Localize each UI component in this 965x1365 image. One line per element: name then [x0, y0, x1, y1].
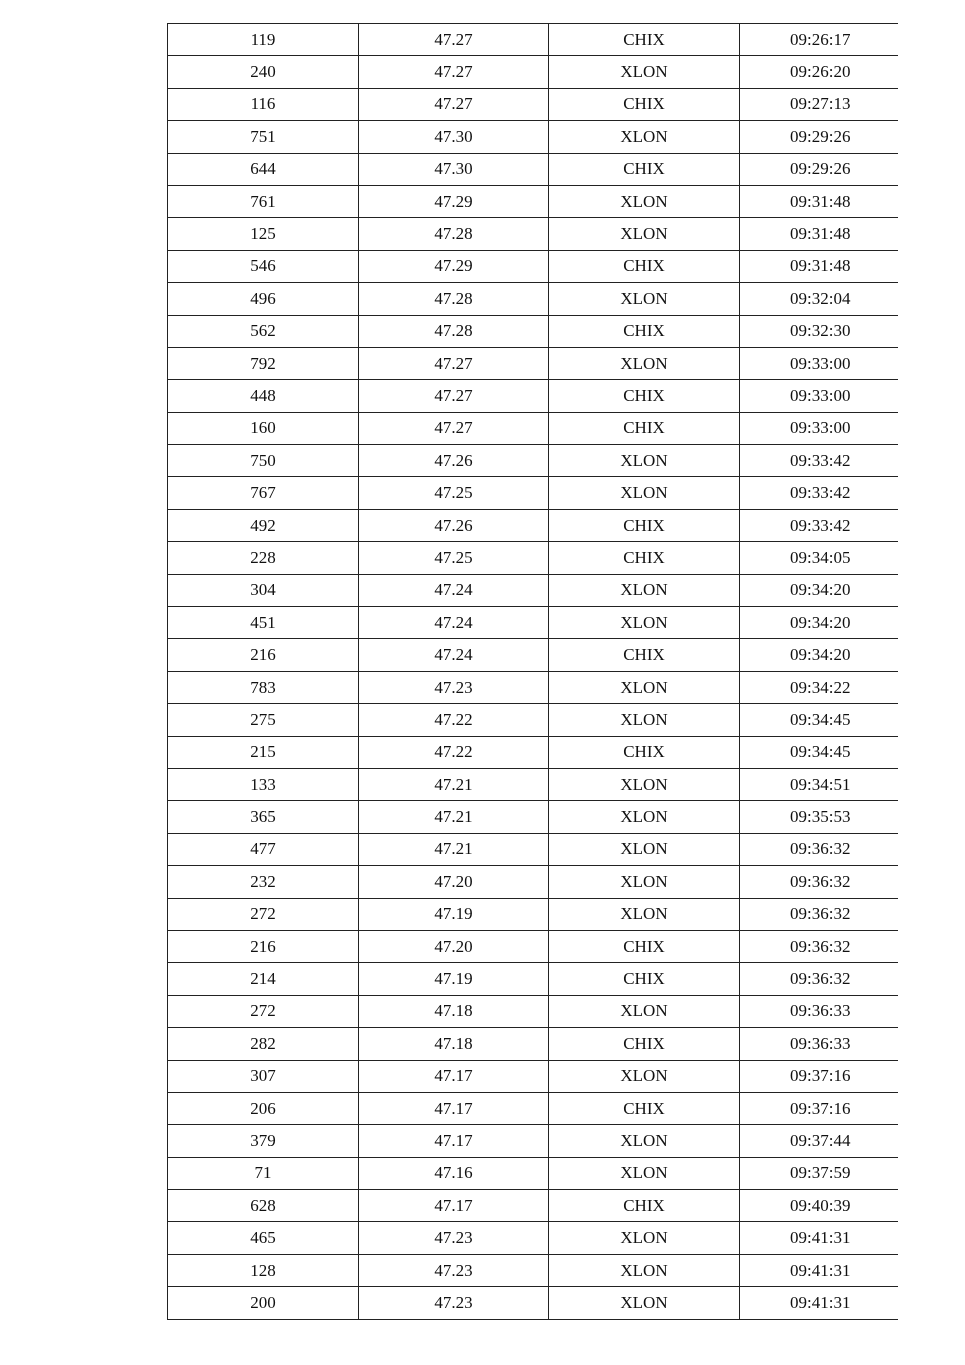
table-row [168, 639, 899, 671]
table-row [168, 477, 899, 509]
price-cell: 47.28 [359, 315, 549, 347]
table-row [168, 121, 899, 153]
price-cell: 47.20 [359, 930, 549, 962]
time-cell: 09:33:00 [740, 347, 899, 379]
volume-cell: 644 [168, 153, 359, 185]
venue-cell: CHIX [549, 153, 740, 185]
table-row [168, 1190, 899, 1222]
volume-cell: 128 [168, 1254, 359, 1286]
volume-cell: 448 [168, 380, 359, 412]
price-cell: 47.27 [359, 56, 549, 88]
venue-cell: CHIX [549, 88, 740, 120]
venue-cell: CHIX [549, 1190, 740, 1222]
venue-cell: XLON [549, 866, 740, 898]
volume-cell: 133 [168, 768, 359, 800]
table-row [168, 1028, 899, 1060]
venue-cell: XLON [549, 445, 740, 477]
table-row [168, 1060, 899, 1092]
price-cell: 47.22 [359, 704, 549, 736]
venue-cell: CHIX [549, 736, 740, 768]
time-cell: 09:34:51 [740, 768, 899, 800]
time-cell: 09:36:32 [740, 930, 899, 962]
volume-cell: 750 [168, 445, 359, 477]
table-row [168, 283, 899, 315]
volume-cell: 272 [168, 995, 359, 1027]
venue-cell: CHIX [549, 1092, 740, 1124]
time-cell: 09:37:44 [740, 1125, 899, 1157]
table-row [168, 574, 899, 606]
venue-cell: CHIX [549, 542, 740, 574]
time-cell: 09:36:33 [740, 995, 899, 1027]
price-cell: 47.18 [359, 1028, 549, 1060]
time-cell: 09:27:13 [740, 88, 899, 120]
venue-cell: CHIX [549, 930, 740, 962]
price-cell: 47.26 [359, 509, 549, 541]
price-cell: 47.16 [359, 1157, 549, 1189]
time-cell: 09:36:33 [740, 1028, 899, 1060]
table-row [168, 1287, 899, 1319]
table-row [168, 671, 899, 703]
price-cell: 47.17 [359, 1092, 549, 1124]
price-cell: 47.28 [359, 283, 549, 315]
time-cell: 09:41:31 [740, 1287, 899, 1319]
venue-cell: XLON [549, 607, 740, 639]
volume-cell: 216 [168, 930, 359, 962]
volume-cell: 465 [168, 1222, 359, 1254]
volume-cell: 71 [168, 1157, 359, 1189]
time-cell: 09:41:31 [740, 1254, 899, 1286]
time-cell: 09:26:17 [740, 24, 899, 56]
time-cell: 09:35:53 [740, 801, 899, 833]
table-row [168, 930, 899, 962]
venue-cell: XLON [549, 574, 740, 606]
table-row [168, 1254, 899, 1286]
price-cell: 47.22 [359, 736, 549, 768]
price-cell: 47.30 [359, 121, 549, 153]
price-cell: 47.21 [359, 768, 549, 800]
price-cell: 47.19 [359, 898, 549, 930]
venue-cell: XLON [549, 1254, 740, 1286]
time-cell: 09:31:48 [740, 250, 899, 282]
venue-cell: XLON [549, 283, 740, 315]
time-cell: 09:37:16 [740, 1060, 899, 1092]
table-row [168, 768, 899, 800]
venue-cell: XLON [549, 1060, 740, 1092]
volume-cell: 119 [168, 24, 359, 56]
volume-cell: 240 [168, 56, 359, 88]
volume-cell: 206 [168, 1092, 359, 1124]
table-row [168, 380, 899, 412]
table-row [168, 445, 899, 477]
volume-cell: 116 [168, 88, 359, 120]
venue-cell: XLON [549, 801, 740, 833]
table-row [168, 250, 899, 282]
volume-cell: 751 [168, 121, 359, 153]
price-cell: 47.27 [359, 24, 549, 56]
volume-cell: 214 [168, 963, 359, 995]
venue-cell: XLON [549, 56, 740, 88]
price-cell: 47.29 [359, 185, 549, 217]
table-row [168, 315, 899, 347]
venue-cell: XLON [549, 768, 740, 800]
volume-cell: 307 [168, 1060, 359, 1092]
venue-cell: XLON [549, 121, 740, 153]
time-cell: 09:26:20 [740, 56, 899, 88]
trades-table-body [168, 24, 899, 1320]
table-row [168, 607, 899, 639]
time-cell: 09:32:04 [740, 283, 899, 315]
table-row [168, 542, 899, 574]
table-row [168, 185, 899, 217]
venue-cell: CHIX [549, 963, 740, 995]
volume-cell: 125 [168, 218, 359, 250]
table-row [168, 1125, 899, 1157]
venue-cell: CHIX [549, 1028, 740, 1060]
volume-cell: 496 [168, 283, 359, 315]
table-row [168, 347, 899, 379]
time-cell: 09:34:20 [740, 639, 899, 671]
volume-cell: 783 [168, 671, 359, 703]
volume-cell: 232 [168, 866, 359, 898]
venue-cell: XLON [549, 347, 740, 379]
venue-cell: XLON [549, 833, 740, 865]
time-cell: 09:33:42 [740, 445, 899, 477]
venue-cell: CHIX [549, 250, 740, 282]
venue-cell: XLON [549, 995, 740, 1027]
venue-cell: XLON [549, 1222, 740, 1254]
price-cell: 47.19 [359, 963, 549, 995]
price-cell: 47.20 [359, 866, 549, 898]
table-row [168, 1222, 899, 1254]
price-cell: 47.25 [359, 542, 549, 574]
table-row [168, 218, 899, 250]
price-cell: 47.30 [359, 153, 549, 185]
time-cell: 09:40:39 [740, 1190, 899, 1222]
price-cell: 47.17 [359, 1125, 549, 1157]
time-cell: 09:34:45 [740, 704, 899, 736]
volume-cell: 272 [168, 898, 359, 930]
price-cell: 47.23 [359, 1287, 549, 1319]
table-row [168, 153, 899, 185]
time-cell: 09:29:26 [740, 153, 899, 185]
price-cell: 47.27 [359, 88, 549, 120]
volume-cell: 628 [168, 1190, 359, 1222]
venue-cell: CHIX [549, 380, 740, 412]
price-cell: 47.23 [359, 1222, 549, 1254]
price-cell: 47.17 [359, 1190, 549, 1222]
table-row [168, 833, 899, 865]
venue-cell: CHIX [549, 639, 740, 671]
table-row [168, 704, 899, 736]
time-cell: 09:33:00 [740, 380, 899, 412]
time-cell: 09:34:45 [740, 736, 899, 768]
volume-cell: 546 [168, 250, 359, 282]
table-row [168, 866, 899, 898]
volume-cell: 379 [168, 1125, 359, 1157]
time-cell: 09:34:20 [740, 607, 899, 639]
time-cell: 09:29:26 [740, 121, 899, 153]
venue-cell: XLON [549, 1157, 740, 1189]
venue-cell: XLON [549, 898, 740, 930]
time-cell: 09:31:48 [740, 185, 899, 217]
table-row [168, 1092, 899, 1124]
time-cell: 09:36:32 [740, 963, 899, 995]
time-cell: 09:37:59 [740, 1157, 899, 1189]
venue-cell: XLON [549, 671, 740, 703]
time-cell: 09:41:31 [740, 1222, 899, 1254]
table-row [168, 56, 899, 88]
price-cell: 47.29 [359, 250, 549, 282]
price-cell: 47.27 [359, 412, 549, 444]
venue-cell: XLON [549, 218, 740, 250]
time-cell: 09:32:30 [740, 315, 899, 347]
table-row [168, 509, 899, 541]
venue-cell: CHIX [549, 24, 740, 56]
table-row [168, 995, 899, 1027]
venue-cell: XLON [549, 704, 740, 736]
venue-cell: XLON [549, 185, 740, 217]
volume-cell: 228 [168, 542, 359, 574]
price-cell: 47.23 [359, 1254, 549, 1286]
time-cell: 09:33:00 [740, 412, 899, 444]
trades-table-container [167, 23, 898, 1320]
price-cell: 47.17 [359, 1060, 549, 1092]
table-row [168, 898, 899, 930]
time-cell: 09:36:32 [740, 898, 899, 930]
time-cell: 09:33:42 [740, 509, 899, 541]
venue-cell: CHIX [549, 315, 740, 347]
volume-cell: 304 [168, 574, 359, 606]
price-cell: 47.24 [359, 574, 549, 606]
table-row [168, 801, 899, 833]
volume-cell: 215 [168, 736, 359, 768]
table-row [168, 88, 899, 120]
price-cell: 47.24 [359, 639, 549, 671]
venue-cell: CHIX [549, 509, 740, 541]
venue-cell: XLON [549, 1287, 740, 1319]
volume-cell: 216 [168, 639, 359, 671]
time-cell: 09:34:22 [740, 671, 899, 703]
time-cell: 09:31:48 [740, 218, 899, 250]
trades-table [167, 23, 898, 1320]
table-row [168, 963, 899, 995]
volume-cell: 365 [168, 801, 359, 833]
price-cell: 47.21 [359, 833, 549, 865]
volume-cell: 761 [168, 185, 359, 217]
price-cell: 47.24 [359, 607, 549, 639]
table-row [168, 736, 899, 768]
price-cell: 47.25 [359, 477, 549, 509]
price-cell: 47.27 [359, 347, 549, 379]
volume-cell: 160 [168, 412, 359, 444]
time-cell: 09:33:42 [740, 477, 899, 509]
volume-cell: 767 [168, 477, 359, 509]
venue-cell: XLON [549, 1125, 740, 1157]
table-row [168, 412, 899, 444]
table-row [168, 24, 899, 56]
venue-cell: CHIX [549, 412, 740, 444]
time-cell: 09:34:20 [740, 574, 899, 606]
volume-cell: 792 [168, 347, 359, 379]
volume-cell: 200 [168, 1287, 359, 1319]
volume-cell: 275 [168, 704, 359, 736]
time-cell: 09:36:32 [740, 833, 899, 865]
volume-cell: 562 [168, 315, 359, 347]
price-cell: 47.27 [359, 380, 549, 412]
price-cell: 47.21 [359, 801, 549, 833]
price-cell: 47.28 [359, 218, 549, 250]
volume-cell: 451 [168, 607, 359, 639]
time-cell: 09:34:05 [740, 542, 899, 574]
time-cell: 09:37:16 [740, 1092, 899, 1124]
price-cell: 47.26 [359, 445, 549, 477]
volume-cell: 477 [168, 833, 359, 865]
table-row [168, 1157, 899, 1189]
volume-cell: 282 [168, 1028, 359, 1060]
price-cell: 47.18 [359, 995, 549, 1027]
volume-cell: 492 [168, 509, 359, 541]
price-cell: 47.23 [359, 671, 549, 703]
venue-cell: XLON [549, 477, 740, 509]
time-cell: 09:36:32 [740, 866, 899, 898]
